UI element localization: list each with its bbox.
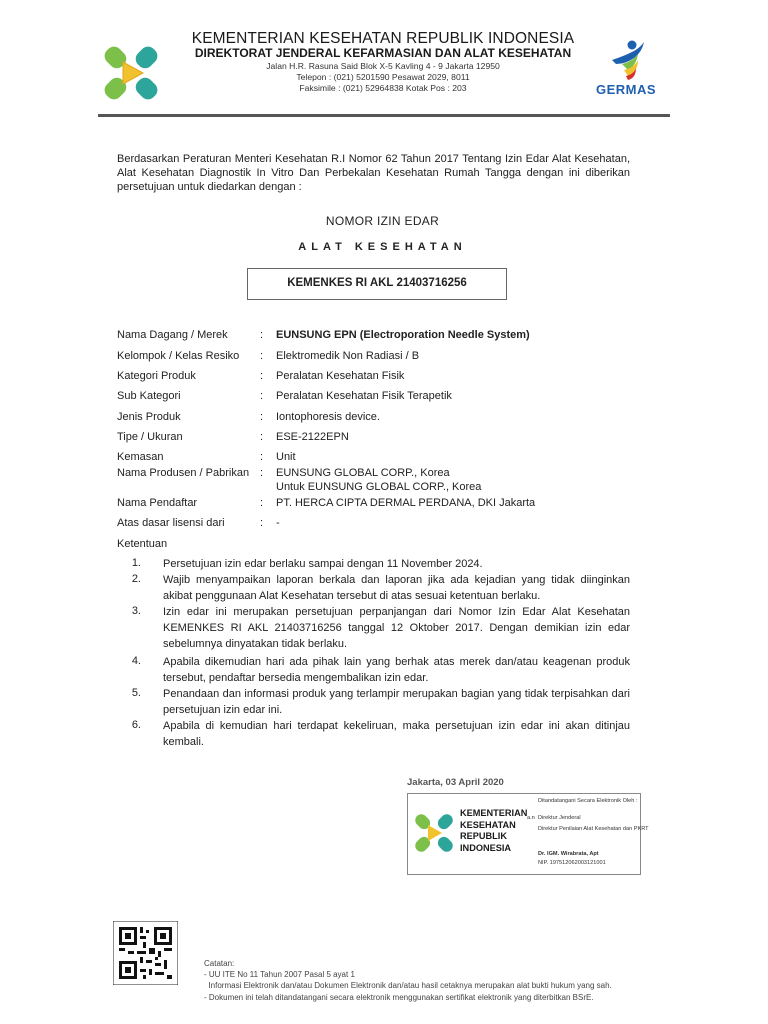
ketentuan-item: Apabila di kemudian hari terdapat kekeliruan, maka persetujuan izin edar ini akan ditinjau kembali. [163, 720, 630, 748]
ketentuan-number: 5. [131, 687, 141, 699]
field-label-kemasan: Kemasan [117, 451, 164, 463]
field-value-jenis-produk: Iontophoresis device. [276, 411, 380, 423]
ketentuan-number: 1. [131, 557, 141, 569]
field-label-produsen: Nama Produsen / Pabrikan [117, 467, 250, 479]
field-colon: : [260, 467, 264, 479]
catatan-title: Catatan: [204, 959, 235, 968]
fax-line: Faksimile : (021) 52964838 Kotak Pos : 203 [299, 83, 467, 93]
field-label-kategori: Kategori Produk [117, 370, 196, 382]
catatan-line: - UU ITE No 11 Tahun 2007 Pasal 5 ayat 1 [204, 970, 355, 979]
field-value-kelompok: Elektromedik Non Radiasi / B [276, 350, 420, 362]
field-value-nama-dagang: EUNSUNG EPN (Electroporation Needle System) [276, 329, 530, 341]
phone-line: Telepon : (021) 5201590 Pesawat 2029, 8011 [296, 72, 470, 82]
intro-paragraph: Berdasarkan Peraturan Menteri Kesehatan R.I Nomor 62 Tahun 2017 Tentang Izin Edar Alat Kesehatan, Alat Kesehatan Diagnostik In Vitro Dan Perbekalan Kesehatan Rumah Tangga dengan ini diberikan persetujuan untuk diedarkan dengan : [117, 153, 630, 193]
field-colon: : [260, 390, 264, 402]
signer-name: Dr. IGM. Wirabrata, Apt [538, 851, 599, 857]
field-label-lisensi: Atas dasar lisensi dari [117, 517, 225, 529]
field-label-nama-dagang: Nama Dagang / Merek [117, 329, 228, 341]
field-colon: : [260, 517, 264, 529]
field-colon: : [260, 431, 264, 443]
ketentuan-item: Persetujuan izin edar berlaku sampai dengan 11 November 2024. [163, 558, 483, 570]
kemenkes-stamp-logo-icon [412, 798, 456, 868]
field-colon: : [260, 350, 264, 362]
ketentuan-number: 4. [131, 655, 141, 667]
ketentuan-number: 6. [131, 719, 141, 731]
dirjen-label: Direktur Jenderal [538, 815, 581, 821]
field-colon: : [260, 329, 264, 341]
address-line: Jalan H.R. Rasuna Said Blok X-5 Kavling 4 - 9 Jakarta 12950 [266, 61, 500, 71]
header-divider [98, 114, 670, 117]
field-value-kategori: Peralatan Kesehatan Fisik [276, 370, 405, 382]
field-value-kemasan: Unit [276, 451, 296, 463]
field-value-produsen: EUNSUNG GLOBAL CORP., Korea [276, 467, 450, 479]
germas-logo-text: GERMAS [595, 82, 657, 97]
field-value-pendaftar: PT. HERCA CIPTA DERMAL PERDANA, DKI Jakarta [276, 497, 536, 509]
field-label-pendaftar: Nama Pendaftar [117, 497, 198, 509]
ketentuan-item: Apabila dikemudian hari ada pihak lain yang berhak atas merek dan/atau keagenan produk tersebut, pendaftar bersedia mengembalikan izin edar. [163, 656, 630, 684]
signer-nip: NIP. 197512062003121001 [538, 860, 606, 866]
stamp-org-line: INDONESIA [460, 842, 512, 853]
field-colon: : [260, 411, 264, 423]
field-label-sub-kategori: Sub Kategori [117, 390, 181, 402]
ketentuan-number: 2. [131, 573, 141, 585]
signature-date: Jakarta, 03 April 2020 [407, 777, 504, 788]
field-colon: : [260, 497, 264, 509]
signed-by-label: Ditandatangani Secara Elektronik Oleh : [538, 798, 638, 804]
ketentuan-title: Ketentuan [117, 538, 168, 550]
field-label-tipe: Tipe / Ukuran [117, 431, 183, 443]
ketentuan-item: Penandaan dan informasi produk yang terlampir merupakan bagian yang tidak terpisahkan dari persetujuan izin edar ini. [163, 688, 630, 716]
qr-code-icon [113, 921, 178, 985]
ketentuan-number: 3. [131, 605, 141, 617]
nomor-izin-edar-label: NOMOR IZIN EDAR [325, 214, 440, 228]
ketentuan-item: Izin edar ini merupakan persetujuan perpanjangan dari Nomor Izin Edar Alat Kesehatan KEMENKES RI AKL 21403716256 tanggal 12 Oktober 2017. Dengan demikian izin edar sebelumnya dinyatakan tidak berlaku. [163, 606, 630, 650]
alat-kesehatan-label: ALAT KESEHATAN [298, 241, 467, 253]
stamp-org-line: KESEHATAN [460, 819, 516, 830]
field-label-jenis-produk: Jenis Produk [117, 411, 181, 423]
field-colon: : [260, 370, 264, 382]
an-label: a.n [527, 815, 535, 821]
field-value-produsen-untuk: Untuk EUNSUNG GLOBAL CORP., Korea [276, 481, 482, 493]
field-value-tipe: ESE-2122EPN [276, 431, 349, 443]
directorate-title: DIREKTORAT JENDERAL KEFARMASIAN DAN ALAT KESEHATAN [194, 46, 572, 60]
direktur-label: Direktur Penilaian Alat Kesehatan dan PKRT [538, 826, 649, 832]
stamp-org-name [460, 808, 527, 854]
ketentuan-item: Wajib menyampaikan laporan berkala dan laporan jika ada kejadian yang tidak diinginkan akibat penggunaan Alat Kesehatan tersebut di atas sesuai ketentuan berlaku. [163, 574, 630, 602]
ministry-title: KEMENTERIAN KESEHATAN REPUBLIK INDONESIA [191, 30, 575, 47]
field-value-lisensi: - [276, 517, 280, 529]
catatan-line: - Dokumen ini telah ditandatangani secara elektronik menggunakan sertifikat elektronik yang diterbitkan BSrE. [204, 993, 594, 1002]
catatan-line: Informasi Elektronik dan/atau Dokumen Elektronik dan/atau hasil cetaknya merupakan alat bukti hukum yang sah. [204, 981, 612, 990]
akl-number: KEMENKES RI AKL 21403716256 [287, 277, 467, 289]
field-label-kelompok: Kelompok / Kelas Resiko [117, 350, 240, 362]
kemenkes-logo-icon [96, 38, 166, 108]
stamp-org-line: REPUBLIK [460, 831, 507, 841]
stamp-org-line: KEMENTERIAN [460, 808, 528, 818]
field-colon: : [260, 451, 264, 463]
field-value-sub-kategori: Peralatan Kesehatan Fisik Terapetik [276, 390, 452, 402]
